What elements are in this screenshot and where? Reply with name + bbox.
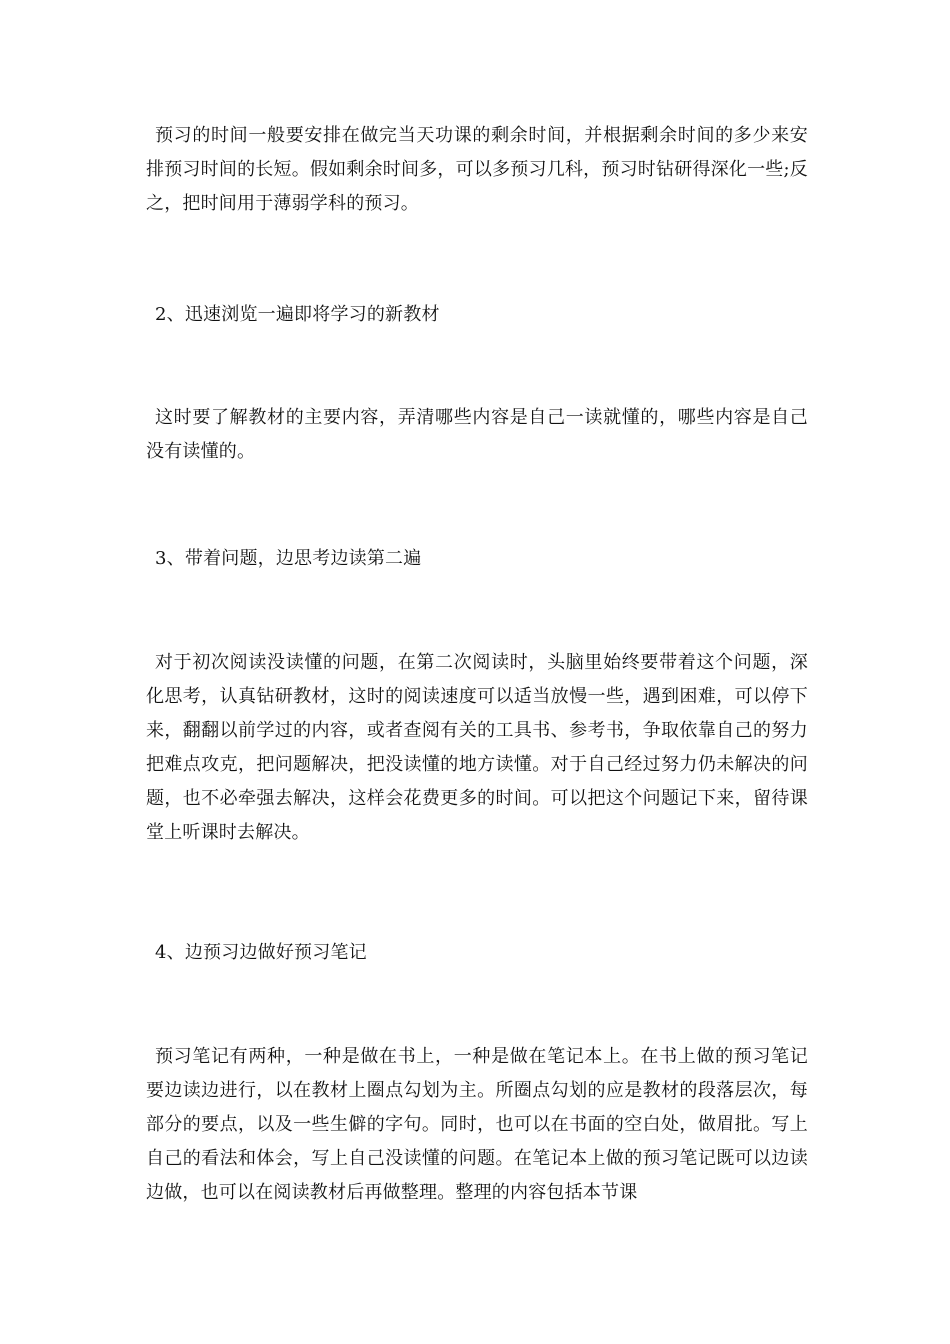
- paragraph-preview-notes: 预习笔记有两种，一种是做在书上，一种是做在笔记本上。在书上做的预习笔记要边读边进行，以在教材上圈点勾划为主。所圈点勾划的应是教材的段落层次，每部分的要点，以及一些生僻的字句。同时，也可以在书面的空白处，做眉批。写上自己的看法和体会，写上自己没读懂的问题。在笔记本上做的预习笔记既可以边读边做，也可以在阅读教材后再做整理。整理的内容包括本节课: [146, 1046, 808, 1203]
- paragraph-preview-time: 预习的时间一般要安排在做完当天功课的剩余时间，并根据剩余时间的多少来安排预习时间的长短。假如剩余时间多，可以多预习几科，预习时钻研得深化一些;反之，把时间用于薄弱学科的预习。: [146, 125, 808, 214]
- heading-second-reading: 3、带着问题，边思考边读第二遍: [155, 548, 422, 569]
- paragraph-second-reading: 对于初次阅读没读懂的问题，在第二次阅读时，头脑里始终要带着这个问题，深化思考，认真钻研教材，这时的阅读速度可以适当放慢一些，遇到困难，可以停下来，翻翻以前学过的内容，或者查阅有关的工具书、参考书，争取依靠自己的努力把难点攻克，把问题解决，把没读懂的地方读懂。对于自己经过努力仍未解决的问题，也不必牵强去解决，这样会花费更多的时间。可以把这个问题记下来，留待课堂上听课时去解决。: [146, 652, 808, 843]
- heading-quick-browse: 2、迅速浏览一遍即将学习的新教材: [155, 304, 440, 325]
- heading-preview-notes: 4、边预习边做好预习笔记: [155, 942, 367, 963]
- paragraph-understand-content: 这时要了解教材的主要内容，弄清哪些内容是自己一读就懂的，哪些内容是自己没有读懂的。: [146, 407, 808, 462]
